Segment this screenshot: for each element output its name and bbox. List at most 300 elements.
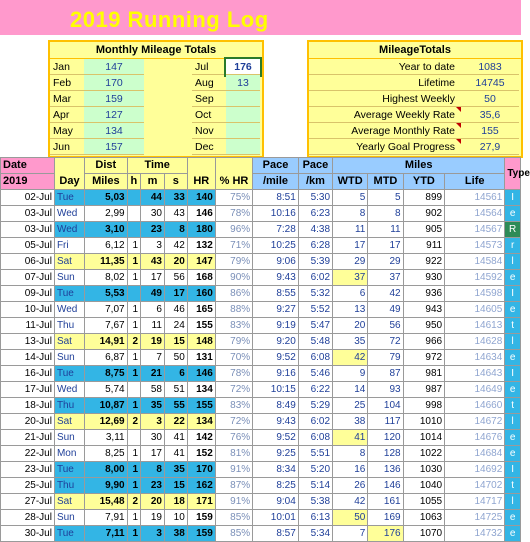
heart-rate-cell[interactable]: 148: [187, 334, 215, 350]
pct-hr-cell[interactable]: 78%: [215, 206, 252, 222]
pace-km-cell[interactable]: 5:14: [298, 478, 332, 494]
heart-rate-cell[interactable]: 155: [187, 318, 215, 334]
pace-km-cell[interactable]: 5:34: [298, 526, 332, 542]
wtd-cell[interactable]: 29: [333, 254, 368, 270]
pct-hr-cell[interactable]: 88%: [215, 302, 252, 318]
day-cell[interactable]: Sun: [54, 430, 84, 446]
month-label[interactable]: Nov: [192, 123, 229, 139]
ytd-cell[interactable]: 1040: [403, 478, 445, 494]
wtd-cell[interactable]: 7: [333, 526, 368, 542]
type-cell[interactable]: e: [505, 446, 521, 462]
heart-rate-cell[interactable]: 159: [187, 526, 215, 542]
type-cell[interactable]: t: [505, 318, 521, 334]
type-cell[interactable]: e: [505, 430, 521, 446]
pace-mile-cell[interactable]: 9:27: [253, 302, 299, 318]
pace-km-cell[interactable]: 6:08: [298, 350, 332, 366]
minutes-cell[interactable]: 19: [141, 510, 165, 526]
mtd-cell[interactable]: 161: [368, 494, 403, 510]
table-row[interactable]: [1, 206, 521, 222]
minutes-cell[interactable]: 49: [141, 286, 165, 302]
pace-mile-cell[interactable]: 7:28: [253, 222, 299, 238]
header-time[interactable]: Time: [127, 158, 187, 174]
seconds-cell[interactable]: 24: [164, 318, 187, 334]
pace-km-cell[interactable]: 5:51: [298, 446, 332, 462]
type-cell[interactable]: I: [505, 286, 521, 302]
date-cell[interactable]: 21-Jul: [1, 430, 55, 446]
pct-hr-cell[interactable]: 83%: [215, 318, 252, 334]
day-cell[interactable]: Sat: [54, 254, 84, 270]
pace-km-cell[interactable]: 6:22: [298, 382, 332, 398]
table-row[interactable]: [1, 334, 521, 350]
pace-mile-cell[interactable]: 8:55: [253, 286, 299, 302]
pace-mile-cell[interactable]: 10:01: [253, 510, 299, 526]
heart-rate-cell[interactable]: 146: [187, 366, 215, 382]
wtd-cell[interactable]: 42: [333, 494, 368, 510]
date-cell[interactable]: 17-Jul: [1, 382, 55, 398]
date-cell[interactable]: 07-Jul: [1, 270, 55, 286]
type-cell[interactable]: e: [505, 206, 521, 222]
hours-cell[interactable]: 1: [127, 254, 140, 270]
pace-km-cell[interactable]: 6:23: [298, 206, 332, 222]
pct-hr-cell[interactable]: 85%: [215, 526, 252, 542]
pct-hr-cell[interactable]: 91%: [215, 494, 252, 510]
distance-cell[interactable]: 7,91: [85, 510, 128, 526]
day-cell[interactable]: Tue: [54, 286, 84, 302]
pace-km-cell[interactable]: 5:38: [298, 494, 332, 510]
wtd-cell[interactable]: 37: [333, 270, 368, 286]
life-cell[interactable]: 14684: [445, 446, 505, 462]
mtd-cell[interactable]: 29: [368, 254, 403, 270]
distance-cell[interactable]: 3,10: [85, 222, 128, 238]
table-row[interactable]: [1, 190, 521, 206]
distance-cell[interactable]: 6,87: [85, 350, 128, 366]
pace-km-cell[interactable]: 5:48: [298, 334, 332, 350]
heart-rate-cell[interactable]: 152: [187, 446, 215, 462]
minutes-cell[interactable]: 43: [141, 254, 165, 270]
heart-rate-cell[interactable]: 142: [187, 430, 215, 446]
life-cell[interactable]: 14628: [445, 334, 505, 350]
mtd-cell[interactable]: 104: [368, 398, 403, 414]
heart-rate-cell[interactable]: 146: [187, 206, 215, 222]
pct-hr-cell[interactable]: 79%: [215, 334, 252, 350]
seconds-cell[interactable]: 43: [164, 206, 187, 222]
mtd-cell[interactable]: 146: [368, 478, 403, 494]
minutes-cell[interactable]: 7: [141, 350, 165, 366]
wtd-cell[interactable]: 25: [333, 398, 368, 414]
table-row[interactable]: [1, 526, 521, 542]
mtd-cell[interactable]: 49: [368, 302, 403, 318]
day-cell[interactable]: Sun: [54, 270, 84, 286]
date-cell[interactable]: 28-Jul: [1, 510, 55, 526]
day-cell[interactable]: Wed: [54, 382, 84, 398]
header-miles-group[interactable]: Miles: [333, 158, 505, 174]
mtd-cell[interactable]: 87: [368, 366, 403, 382]
header-m[interactable]: m: [141, 174, 165, 190]
totals-label[interactable]: Lifetime: [309, 75, 461, 91]
table-row[interactable]: [1, 414, 521, 430]
totals-value[interactable]: 14745: [461, 75, 519, 91]
life-cell[interactable]: 14573: [445, 238, 505, 254]
header-pct-hr[interactable]: % HR: [215, 158, 252, 190]
ytd-cell[interactable]: 981: [403, 366, 445, 382]
day-cell[interactable]: Sun: [54, 350, 84, 366]
day-cell[interactable]: Thu: [54, 478, 84, 494]
table-row[interactable]: [1, 318, 521, 334]
type-cell[interactable]: R: [505, 222, 521, 238]
date-cell[interactable]: 16-Jul: [1, 366, 55, 382]
header-date[interactable]: Date: [1, 158, 55, 174]
month-value-cell[interactable]: [226, 139, 260, 155]
date-cell[interactable]: 23-Jul: [1, 462, 55, 478]
pace-mile-cell[interactable]: 9:20: [253, 334, 299, 350]
wtd-cell[interactable]: 35: [333, 334, 368, 350]
mtd-cell[interactable]: 72: [368, 334, 403, 350]
type-cell[interactable]: l: [505, 414, 521, 430]
distance-cell[interactable]: 14,91: [85, 334, 128, 350]
life-cell[interactable]: 14584: [445, 254, 505, 270]
type-cell[interactable]: r: [505, 238, 521, 254]
totals-value[interactable]: 50: [461, 91, 519, 107]
month-value-cell[interactable]: 176: [226, 59, 260, 75]
pace-mile-cell[interactable]: 9:52: [253, 430, 299, 446]
seconds-cell[interactable]: 17: [164, 286, 187, 302]
wtd-cell[interactable]: 6: [333, 286, 368, 302]
pace-km-cell[interactable]: 5:29: [298, 398, 332, 414]
pct-hr-cell[interactable]: 76%: [215, 430, 252, 446]
pace-mile-cell[interactable]: 8:57: [253, 526, 299, 542]
pace-km-cell[interactable]: 5:20: [298, 462, 332, 478]
pct-hr-cell[interactable]: 72%: [215, 414, 252, 430]
header-year[interactable]: 2019: [1, 174, 55, 190]
ytd-cell[interactable]: 950: [403, 318, 445, 334]
distance-cell[interactable]: 3,11: [85, 430, 128, 446]
seconds-cell[interactable]: 50: [164, 350, 187, 366]
distance-cell[interactable]: 10,87: [85, 398, 128, 414]
heart-rate-cell[interactable]: 134: [187, 414, 215, 430]
life-cell[interactable]: 14605: [445, 302, 505, 318]
date-cell[interactable]: 06-Jul: [1, 254, 55, 270]
hours-cell[interactable]: [127, 382, 140, 398]
day-cell[interactable]: Thu: [54, 318, 84, 334]
table-row[interactable]: [1, 446, 521, 462]
header-s[interactable]: s: [164, 174, 187, 190]
minutes-cell[interactable]: 3: [141, 414, 165, 430]
mtd-cell[interactable]: 169: [368, 510, 403, 526]
table-row[interactable]: [1, 494, 521, 510]
life-cell[interactable]: 14732: [445, 526, 505, 542]
distance-cell[interactable]: 8,00: [85, 462, 128, 478]
distance-cell[interactable]: 8,25: [85, 446, 128, 462]
date-cell[interactable]: 05-Jul: [1, 238, 55, 254]
pace-mile-cell[interactable]: 8:49: [253, 398, 299, 414]
header-hr[interactable]: HR: [187, 158, 215, 190]
month-label[interactable]: Jan: [50, 59, 87, 75]
ytd-cell[interactable]: 1022: [403, 446, 445, 462]
pct-hr-cell[interactable]: 86%: [215, 286, 252, 302]
hours-cell[interactable]: 1: [127, 526, 140, 542]
wtd-cell[interactable]: 11: [333, 222, 368, 238]
month-label[interactable]: Apr: [50, 107, 87, 123]
type-cell[interactable]: e: [505, 526, 521, 542]
type-cell[interactable]: l: [505, 494, 521, 510]
pct-hr-cell[interactable]: 79%: [215, 254, 252, 270]
month-value-cell[interactable]: [226, 91, 260, 107]
mtd-cell[interactable]: 17: [368, 238, 403, 254]
hours-cell[interactable]: [127, 430, 140, 446]
day-cell[interactable]: Mon: [54, 446, 84, 462]
table-row[interactable]: [1, 430, 521, 446]
hours-cell[interactable]: 2: [127, 334, 140, 350]
seconds-cell[interactable]: 22: [164, 414, 187, 430]
life-cell[interactable]: 14643: [445, 366, 505, 382]
wtd-cell[interactable]: 42: [333, 350, 368, 366]
mtd-cell[interactable]: 79: [368, 350, 403, 366]
ytd-cell[interactable]: 899: [403, 190, 445, 206]
heart-rate-cell[interactable]: 180: [187, 222, 215, 238]
pace-km-cell[interactable]: 5:30: [298, 190, 332, 206]
mtd-cell[interactable]: 56: [368, 318, 403, 334]
month-value-cell[interactable]: [226, 107, 260, 123]
wtd-cell[interactable]: 13: [333, 302, 368, 318]
heart-rate-cell[interactable]: 171: [187, 494, 215, 510]
seconds-cell[interactable]: 41: [164, 430, 187, 446]
hours-cell[interactable]: 1: [127, 302, 140, 318]
minutes-cell[interactable]: 3: [141, 526, 165, 542]
pace-km-cell[interactable]: 5:46: [298, 366, 332, 382]
seconds-cell[interactable]: 46: [164, 302, 187, 318]
month-value-cell[interactable]: 13: [226, 75, 260, 91]
pace-mile-cell[interactable]: 10:15: [253, 382, 299, 398]
seconds-cell[interactable]: 42: [164, 238, 187, 254]
type-cell[interactable]: I: [505, 366, 521, 382]
minutes-cell[interactable]: 20: [141, 494, 165, 510]
pace-km-cell[interactable]: 6:02: [298, 270, 332, 286]
ytd-cell[interactable]: 972: [403, 350, 445, 366]
wtd-cell[interactable]: 41: [333, 430, 368, 446]
day-cell[interactable]: Tue: [54, 462, 84, 478]
ytd-cell[interactable]: 936: [403, 286, 445, 302]
ytd-cell[interactable]: 1010: [403, 414, 445, 430]
totals-label[interactable]: Year to date: [309, 59, 461, 75]
ytd-cell[interactable]: 1030: [403, 462, 445, 478]
minutes-cell[interactable]: 8: [141, 462, 165, 478]
pct-hr-cell[interactable]: 83%: [215, 398, 252, 414]
month-value-cell[interactable]: 127: [84, 107, 144, 123]
type-cell[interactable]: l: [505, 334, 521, 350]
date-cell[interactable]: 03-Jul: [1, 222, 55, 238]
heart-rate-cell[interactable]: 140: [187, 190, 215, 206]
table-row[interactable]: [1, 382, 521, 398]
life-cell[interactable]: 14692: [445, 462, 505, 478]
distance-cell[interactable]: 8,75: [85, 366, 128, 382]
pct-hr-cell[interactable]: 81%: [215, 446, 252, 462]
type-cell[interactable]: e: [505, 382, 521, 398]
mtd-cell[interactable]: 128: [368, 446, 403, 462]
ytd-cell[interactable]: 911: [403, 238, 445, 254]
hours-cell[interactable]: 1: [127, 398, 140, 414]
wtd-cell[interactable]: 26: [333, 478, 368, 494]
minutes-cell[interactable]: 44: [141, 190, 165, 206]
minutes-cell[interactable]: 19: [141, 334, 165, 350]
wtd-cell[interactable]: 50: [333, 510, 368, 526]
header-ytd[interactable]: YTD: [403, 174, 445, 190]
pace-km-cell[interactable]: 5:32: [298, 286, 332, 302]
day-cell[interactable]: Sat: [54, 334, 84, 350]
life-cell[interactable]: 14592: [445, 270, 505, 286]
life-cell[interactable]: 14561: [445, 190, 505, 206]
table-row[interactable]: [1, 254, 521, 270]
day-cell[interactable]: Tue: [54, 526, 84, 542]
table-row[interactable]: [1, 366, 521, 382]
pct-hr-cell[interactable]: 75%: [215, 190, 252, 206]
ytd-cell[interactable]: 943: [403, 302, 445, 318]
pace-mile-cell[interactable]: 9:06: [253, 254, 299, 270]
distance-cell[interactable]: 5,03: [85, 190, 128, 206]
month-label[interactable]: Feb: [50, 75, 87, 91]
day-cell[interactable]: Tue: [54, 190, 84, 206]
distance-cell[interactable]: 7,07: [85, 302, 128, 318]
type-cell[interactable]: e: [505, 510, 521, 526]
life-cell[interactable]: 14676: [445, 430, 505, 446]
seconds-cell[interactable]: 41: [164, 446, 187, 462]
day-cell[interactable]: Sun: [54, 510, 84, 526]
month-label[interactable]: May: [50, 123, 87, 139]
date-cell[interactable]: 09-Jul: [1, 286, 55, 302]
pace-mile-cell[interactable]: 8:34: [253, 462, 299, 478]
header-h[interactable]: h: [127, 174, 140, 190]
pace-mile-cell[interactable]: 9:16: [253, 366, 299, 382]
totals-value[interactable]: 155: [461, 123, 519, 139]
heart-rate-cell[interactable]: 162: [187, 478, 215, 494]
seconds-cell[interactable]: 10: [164, 510, 187, 526]
day-cell[interactable]: Sat: [54, 414, 84, 430]
hours-cell[interactable]: 1: [127, 478, 140, 494]
header-per-km[interactable]: /km: [298, 174, 332, 190]
ytd-cell[interactable]: 1014: [403, 430, 445, 446]
mtd-cell[interactable]: 37: [368, 270, 403, 286]
wtd-cell[interactable]: 8: [333, 206, 368, 222]
pace-km-cell[interactable]: 6:28: [298, 238, 332, 254]
pace-mile-cell[interactable]: 10:25: [253, 238, 299, 254]
life-cell[interactable]: 14672: [445, 414, 505, 430]
type-cell[interactable]: l: [505, 254, 521, 270]
wtd-cell[interactable]: 9: [333, 366, 368, 382]
hours-cell[interactable]: 1: [127, 510, 140, 526]
ytd-cell[interactable]: 998: [403, 398, 445, 414]
day-cell[interactable]: Thu: [54, 398, 84, 414]
month-label[interactable]: Oct: [192, 107, 229, 123]
month-value-cell[interactable]: 170: [84, 75, 144, 91]
distance-cell[interactable]: 11,35: [85, 254, 128, 270]
heart-rate-cell[interactable]: 131: [187, 350, 215, 366]
seconds-cell[interactable]: 35: [164, 462, 187, 478]
date-cell[interactable]: 30-Jul: [1, 526, 55, 542]
seconds-cell[interactable]: 15: [164, 334, 187, 350]
pace-mile-cell[interactable]: 9:04: [253, 494, 299, 510]
pct-hr-cell[interactable]: 72%: [215, 382, 252, 398]
seconds-cell[interactable]: 15: [164, 478, 187, 494]
hours-cell[interactable]: 1: [127, 366, 140, 382]
heart-rate-cell[interactable]: 134: [187, 382, 215, 398]
type-cell[interactable]: I: [505, 462, 521, 478]
ytd-cell[interactable]: 1070: [403, 526, 445, 542]
life-cell[interactable]: 14613: [445, 318, 505, 334]
hours-cell[interactable]: 1: [127, 238, 140, 254]
seconds-cell[interactable]: 55: [164, 398, 187, 414]
minutes-cell[interactable]: 21: [141, 366, 165, 382]
wtd-cell[interactable]: 20: [333, 318, 368, 334]
hours-cell[interactable]: [127, 222, 140, 238]
table-row[interactable]: [1, 222, 521, 238]
table-row[interactable]: [1, 462, 521, 478]
table-row[interactable]: [1, 238, 521, 254]
minutes-cell[interactable]: 30: [141, 206, 165, 222]
pace-km-cell[interactable]: 4:38: [298, 222, 332, 238]
wtd-cell[interactable]: 5: [333, 190, 368, 206]
date-cell[interactable]: 02-Jul: [1, 190, 55, 206]
wtd-cell[interactable]: 8: [333, 446, 368, 462]
pct-hr-cell[interactable]: 96%: [215, 222, 252, 238]
pct-hr-cell[interactable]: 71%: [215, 238, 252, 254]
pace-mile-cell[interactable]: 8:51: [253, 190, 299, 206]
pace-km-cell[interactable]: 6:08: [298, 430, 332, 446]
month-label[interactable]: Dec: [192, 139, 229, 155]
date-cell[interactable]: 20-Jul: [1, 414, 55, 430]
life-cell[interactable]: 14634: [445, 350, 505, 366]
pace-mile-cell[interactable]: 9:25: [253, 446, 299, 462]
date-cell[interactable]: 25-Jul: [1, 478, 55, 494]
pace-km-cell[interactable]: 6:13: [298, 510, 332, 526]
mtd-cell[interactable]: 11: [368, 222, 403, 238]
minutes-cell[interactable]: 23: [141, 222, 165, 238]
table-row[interactable]: [1, 398, 521, 414]
table-row[interactable]: [1, 302, 521, 318]
ytd-cell[interactable]: 922: [403, 254, 445, 270]
minutes-cell[interactable]: 17: [141, 446, 165, 462]
seconds-cell[interactable]: 6: [164, 366, 187, 382]
header-type[interactable]: Type: [505, 158, 521, 190]
distance-cell[interactable]: 7,11: [85, 526, 128, 542]
date-cell[interactable]: 03-Jul: [1, 206, 55, 222]
totals-label[interactable]: Yearly Goal Progress: [309, 139, 461, 155]
seconds-cell[interactable]: 18: [164, 494, 187, 510]
pct-hr-cell[interactable]: 70%: [215, 350, 252, 366]
header-pace-km[interactable]: Pace: [298, 158, 332, 174]
type-cell[interactable]: e: [505, 270, 521, 286]
date-cell[interactable]: 14-Jul: [1, 350, 55, 366]
heart-rate-cell[interactable]: 165: [187, 302, 215, 318]
day-cell[interactable]: Sat: [54, 494, 84, 510]
hours-cell[interactable]: 1: [127, 350, 140, 366]
header-mtd[interactable]: MTD: [368, 174, 403, 190]
ytd-cell[interactable]: 930: [403, 270, 445, 286]
distance-cell[interactable]: 2,99: [85, 206, 128, 222]
pct-hr-cell[interactable]: 91%: [215, 462, 252, 478]
mtd-cell[interactable]: 93: [368, 382, 403, 398]
hours-cell[interactable]: [127, 286, 140, 302]
heart-rate-cell[interactable]: 159: [187, 510, 215, 526]
day-cell[interactable]: Tue: [54, 366, 84, 382]
mtd-cell[interactable]: 5: [368, 190, 403, 206]
distance-cell[interactable]: 9,90: [85, 478, 128, 494]
pace-km-cell[interactable]: 6:02: [298, 414, 332, 430]
totals-label[interactable]: Average Monthly Rate: [309, 123, 461, 139]
table-row[interactable]: [1, 478, 521, 494]
month-value-cell[interactable]: 157: [84, 139, 144, 155]
ytd-cell[interactable]: 1063: [403, 510, 445, 526]
wtd-cell[interactable]: 38: [333, 414, 368, 430]
month-value-cell[interactable]: 147: [84, 59, 144, 75]
